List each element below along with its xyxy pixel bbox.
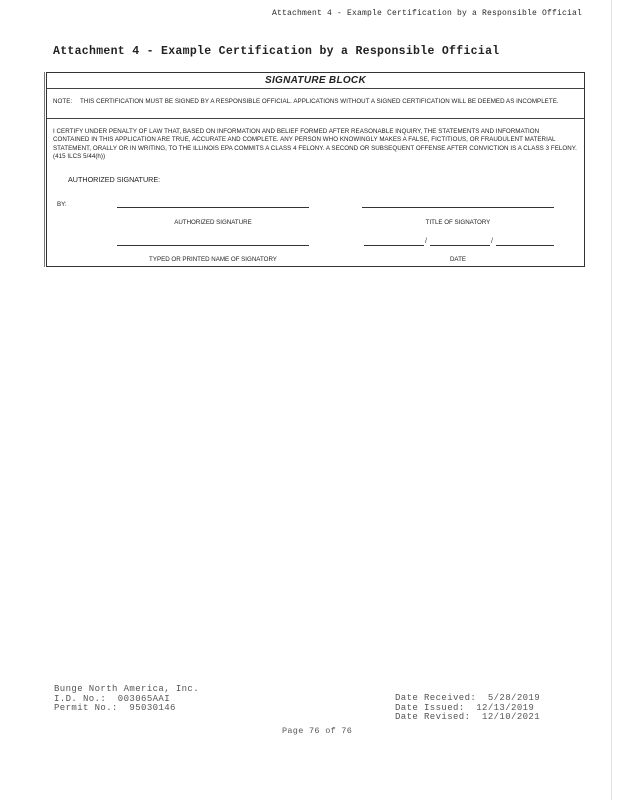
note-divider — [47, 118, 584, 119]
box-edge-shadow — [44, 72, 45, 267]
certification-statement: I CERTIFY UNDER PENALTY OF LAW THAT, BASED ON INFORMATION AND BELIEF FORMED AFTER REASONABLE INQUIRY, THE STATEMENTS AND INFORMATION CONTAINED IN THIS APPLICATION ARE TRUE, ACCURATE AND COMPLETE. ANY PERSON WHO KNOWINGLY MAKES A FALSE, FICTITIOUS, OR FRAUDULENT MATERIAL STATEMENT, ORALLY OR IN WRITING, TO THE ILLINOIS EPA COMMITS A CLASS 4 FELONY. A SECOND OR SUBSEQUENT OFFENSE AFTER CONVICTION IS A CLASS 3 FELONY. (415 ILCS 5/44(h)) — [53, 128, 577, 161]
note-label: NOTE: — [53, 98, 73, 105]
footer-company: Bunge North America, Inc. — [54, 684, 200, 694]
title-of-signatory-line[interactable] — [362, 207, 554, 208]
authorized-signature-caption: AUTHORIZED SIGNATURE — [174, 219, 252, 226]
date-month-line[interactable] — [364, 245, 424, 246]
page-title: Attachment 4 - Example Certification by a Responsible Official — [53, 45, 500, 58]
date-year-line[interactable] — [496, 245, 554, 246]
title-of-signatory-caption: TITLE OF SIGNATORY — [425, 219, 491, 226]
typed-name-line[interactable] — [117, 245, 309, 246]
footer-date-revised: Date Revised: 12/10/2021 — [395, 712, 541, 723]
footer-date-issued: Date Issued: 12/13/2019 — [395, 702, 535, 713]
running-header: Attachment 4 - Example Certification by a Responsible Official — [271, 9, 582, 18]
footer-id-no: I.D. No.: 003065AAI — [54, 693, 171, 704]
page-number: Page 76 of 76 — [282, 726, 353, 736]
date-day-line[interactable] — [430, 245, 490, 246]
authorized-signature-heading: AUTHORIZED SIGNATURE: — [68, 175, 161, 184]
title-divider — [47, 88, 584, 89]
date-caption: DATE — [449, 256, 467, 263]
footer-date-received: Date Received: 5/28/2019 — [395, 693, 541, 703]
authorized-signature-line[interactable] — [117, 207, 309, 208]
date-separator-2: / — [491, 238, 493, 245]
signature-block — [46, 72, 585, 267]
signature-block-title: SIGNATURE BLOCK — [265, 75, 366, 86]
by-label: BY: — [57, 201, 67, 208]
footer-facility-info — [54, 685, 199, 714]
date-separator-1: / — [425, 238, 427, 245]
typed-name-caption: TYPED OR PRINTED NAME OF SIGNATORY — [149, 256, 277, 263]
page-edge — [611, 0, 612, 800]
footer-dates — [395, 694, 540, 723]
note-text: THIS CERTIFICATION MUST BE SIGNED BY A RESPONSIBLE OFFICIAL. APPLICATIONS WITHOUT A SIGNED CERTIFICATION WILL BE DEEMED AS INCOMPLETE. — [80, 98, 559, 105]
footer-permit-no: Permit No.: 95030146 — [54, 703, 176, 714]
